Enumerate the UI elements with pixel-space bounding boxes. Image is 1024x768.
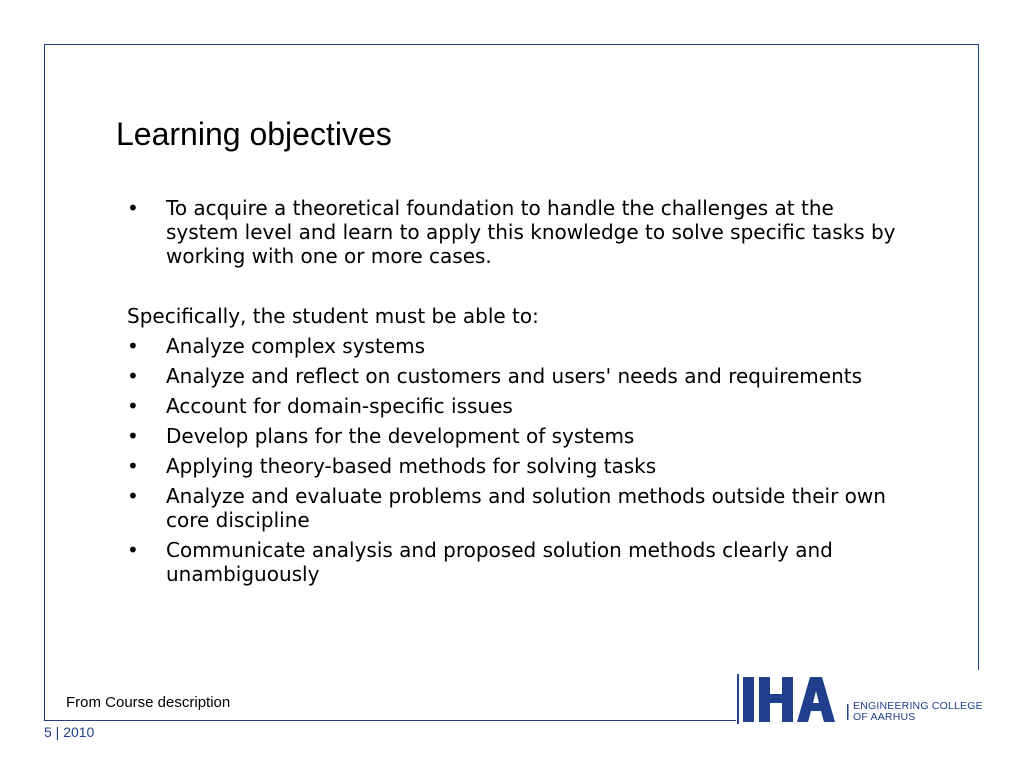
objective-item	[127, 394, 897, 418]
objective-item	[127, 454, 897, 478]
slide-title: Learning objectives	[116, 116, 392, 152]
objective-text: Analyze complex systems	[166, 334, 426, 358]
objective-text: Develop plans for the development of systems	[166, 424, 635, 448]
logo-separator	[847, 704, 849, 720]
objective-item	[127, 484, 897, 532]
objective-text: Analyze and evaluate problems and solution methods outside their own core discipline	[166, 484, 886, 532]
logo-wordmark	[853, 701, 983, 723]
logo-letter-i	[743, 677, 754, 722]
page-number-year: 5 | 2010	[44, 724, 95, 740]
objective-item	[127, 538, 897, 586]
bullet-dot: •	[127, 394, 139, 418]
logo-line-2: OF AARHUS	[853, 711, 916, 723]
objective-text: Account for domain-specific issues	[166, 394, 513, 418]
objective-text: Applying theory-based methods for solving tasks	[166, 454, 657, 478]
bullet-dot: •	[127, 484, 139, 508]
intro-bullet	[127, 196, 897, 268]
bullet-dot: •	[127, 196, 139, 220]
bullet-dot: •	[127, 538, 139, 562]
objective-text: Analyze and reflect on customers and users' needs and requirements	[166, 364, 863, 388]
source-note: From Course description	[66, 694, 231, 711]
objective-item	[127, 364, 897, 388]
logo-line-1: ENGINEERING COLLEGE	[853, 700, 983, 712]
objectives-intro: Specifically, the student must be able to:	[127, 304, 539, 328]
bullet-dot: •	[127, 364, 139, 388]
bullet-dot: •	[127, 334, 139, 358]
objectives-list	[127, 334, 897, 586]
logo-accent-line	[737, 674, 739, 724]
bullet-dot: •	[127, 424, 139, 448]
objective-text: Communicate analysis and proposed solution methods clearly and unambiguously	[166, 538, 833, 586]
objective-item	[127, 424, 897, 448]
intro-bullet-text: To acquire a theoretical foundation to handle the challenges at the system level and learn to apply this knowledge to solve specific tasks by working with one or more cases.	[166, 196, 896, 268]
objective-item	[127, 334, 897, 358]
slide-content	[127, 196, 897, 592]
bullet-dot: •	[127, 454, 139, 478]
